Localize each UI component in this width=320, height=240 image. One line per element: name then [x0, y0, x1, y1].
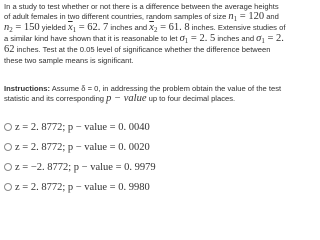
sigma2-value: = 2. 62: [4, 33, 284, 56]
answer-option-1[interactable]: [4, 117, 287, 137]
x1-symbol: $\overline{x}_1$: [67, 22, 77, 35]
answer-options: [4, 117, 287, 197]
sigma2-symbol: $\sigma_1$: [256, 33, 265, 46]
sigma1-value: = 2. 5: [188, 33, 216, 45]
x2-value: = 61. 8: [157, 22, 190, 34]
answer-option-text: z = 2. 8772; p − value = 0. 0040: [15, 121, 150, 133]
instructions-text-2: up to four decimal places.: [146, 94, 236, 104]
n2-symbol: $n_2$: [4, 22, 13, 35]
answer-option-text: z = −2. 8772; p − value = 0. 9979: [15, 161, 156, 173]
n2-value: = 150: [12, 22, 40, 34]
answer-option-text: z = 2. 8772; p − value = 0. 0020: [15, 141, 150, 153]
n1-symbol: $n_1$: [228, 11, 238, 24]
problem-text-3: yielded: [39, 23, 68, 33]
radio-button-icon[interactable]: [4, 163, 12, 171]
radio-button-icon[interactable]: [4, 183, 12, 191]
sigma1-symbol: $\sigma_1$: [179, 33, 189, 46]
problem-text-7: inches. Test at the 0.05 level of significance whether the difference between these two sample means is significant.: [4, 45, 271, 65]
problem-statement: [4, 2, 287, 66]
problem-text-2: and: [264, 12, 279, 22]
problem-text-4: inches and: [108, 23, 150, 33]
p-value-expr: p − value: [106, 93, 147, 105]
instructions: [4, 84, 287, 105]
answer-option-text: z = 2. 8772; p − value = 0. 9980: [15, 181, 150, 193]
answer-option-2[interactable]: [4, 137, 287, 157]
n1-value: = 120: [237, 11, 265, 23]
instructions-label: Instructions:: [4, 84, 50, 93]
problem-text-5: inches. Extensive studies of a similar kind have shown that it is reasonable to let: [4, 23, 286, 44]
instructions-text-1: Assume δ = 0, in addressing the problem obtain the value of the test statistic and its corresponding: [4, 84, 282, 104]
x2-symbol: $\overline{x}_2$: [149, 22, 158, 35]
x1-value: = 62. 7: [76, 22, 109, 34]
problem-text-6: inches and: [215, 34, 257, 44]
answer-option-4[interactable]: [4, 177, 287, 197]
radio-button-icon[interactable]: [4, 143, 12, 151]
problem-text-1: In a study to test whether or not there is a difference between the average heights of adult females in two different countries, random samples of size: [4, 2, 279, 22]
radio-button-icon[interactable]: [4, 123, 12, 131]
answer-option-3[interactable]: [4, 157, 287, 177]
